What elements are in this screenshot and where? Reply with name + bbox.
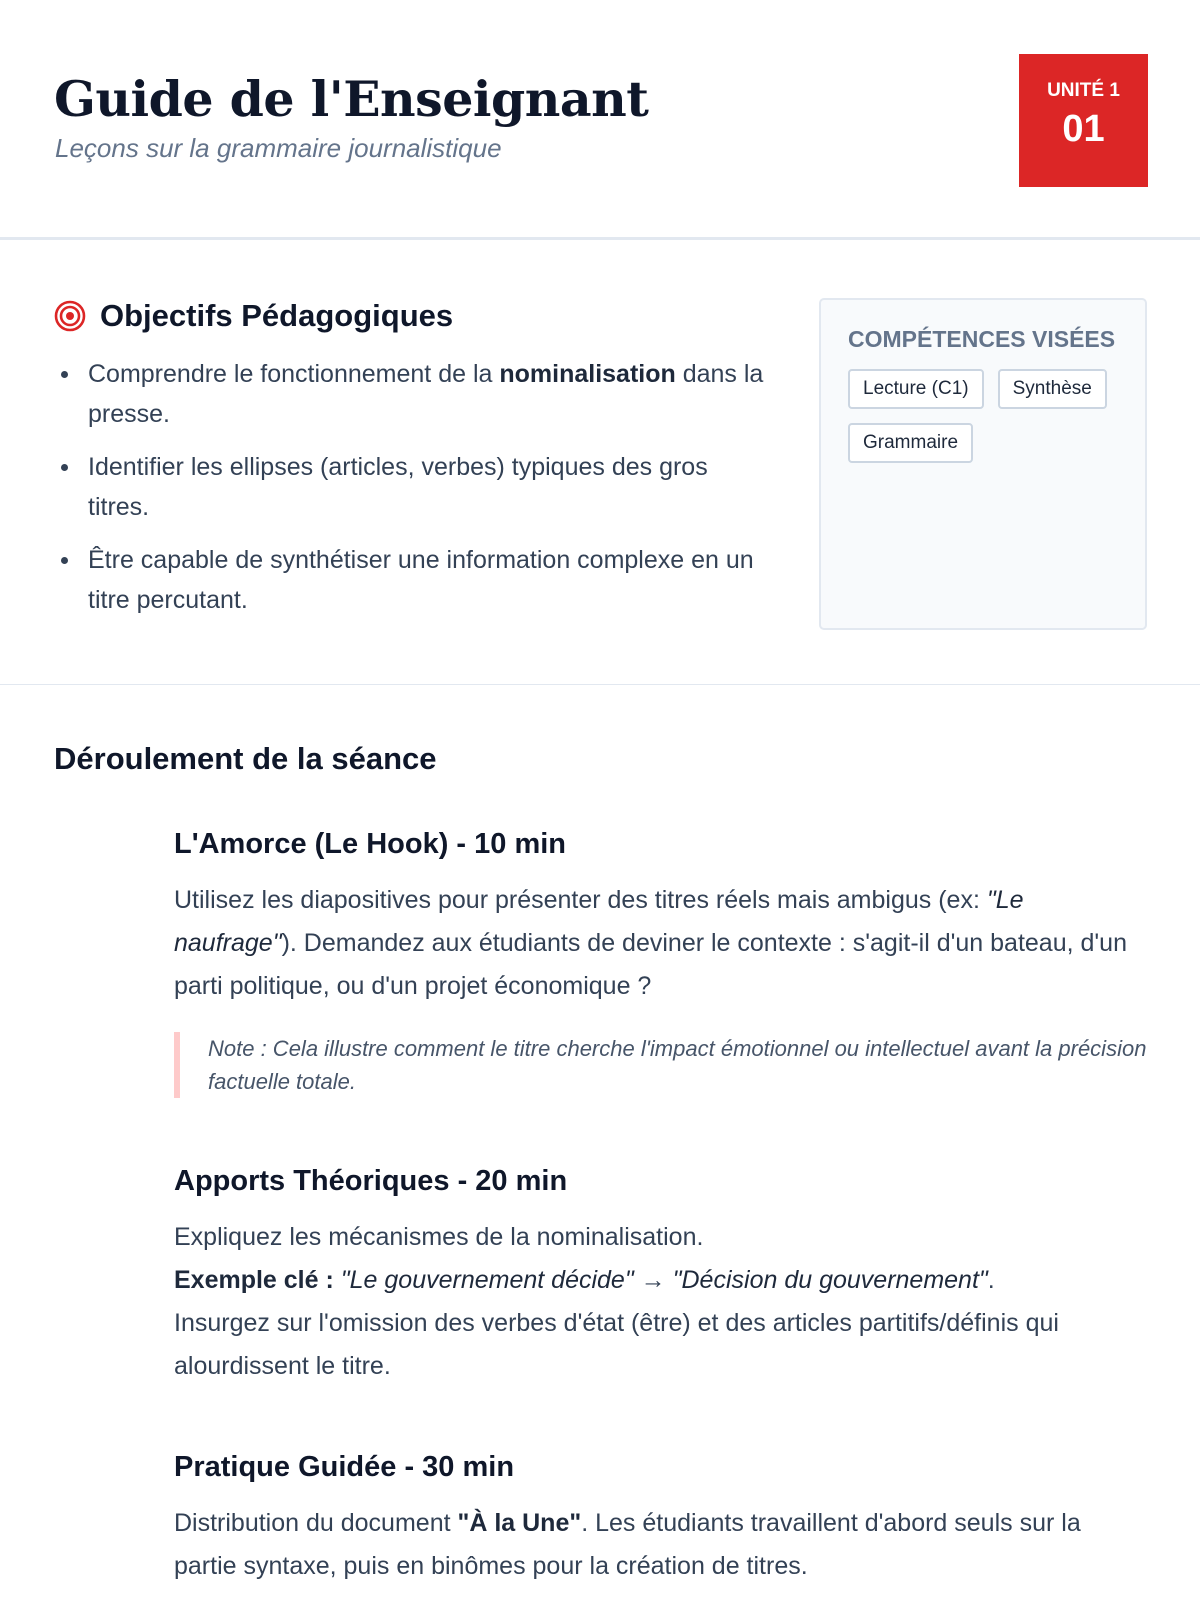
step-example-quote: "Le naufrage"	[174, 886, 1024, 957]
objectives-heading-row	[54, 298, 774, 334]
objective-text-before: Comprendre le fonctionnement de la	[88, 360, 500, 388]
step-title: L'Amorce (Le Hook) - 10 min	[174, 828, 567, 860]
step-text-line: Expliquez les mécanismes de la nominalisation.	[174, 1223, 704, 1251]
step-description	[174, 879, 1149, 1008]
objective-item	[54, 354, 774, 434]
arrow-icon: →	[640, 1266, 666, 1294]
page-header	[0, 0, 1200, 240]
unit-number: 01	[1062, 108, 1105, 150]
step-text-line: Insurgez sur l'omission des verbes d'état (être) et des articles partitifs/définis qui alourdissent le titre.	[174, 1309, 1059, 1380]
objective-item: Être capable de synthétiser une information complexe en un titre percutant.	[54, 540, 774, 620]
objectives-list	[54, 354, 774, 620]
step-text-after: ). Demandez aux étudiants de deviner le contexte : s'agit-il d'un bateau, d'un parti politique, ou d'un projet économique ?	[174, 929, 1127, 1000]
objective-item: Identifier les ellipses (articles, verbes) typiques des gros titres.	[54, 447, 774, 527]
step-description: Expliquez les mécanismes de la nominalisation. Exemple clé : "Le gouvernement décide" → "Décision du gouvernement". Insurgez sur l'omission des verbes d'état (être) et des articles partitifs/définis qui alourdissent le titre.	[174, 1223, 1059, 1380]
unit-label: UNITÉ 1	[1047, 80, 1120, 101]
skill-tag: Grammaire	[848, 423, 973, 463]
step-text-before: Distribution du document	[174, 1509, 458, 1537]
step-pratique-guidee	[174, 1451, 1149, 1588]
step-description	[174, 1502, 1149, 1588]
skill-tag: Lecture (C1)	[848, 369, 984, 409]
step-note: Note : Cela illustre comment le titre cherche l'impact émotionnel ou intellectuel avant la précision factuelle totale.	[174, 1032, 1149, 1098]
objectives-title: Objectifs Pédagogiques	[100, 298, 454, 333]
key-example-label: Exemple clé :	[174, 1266, 334, 1294]
document-name: "À la Une"	[457, 1509, 582, 1537]
skills-panel	[819, 298, 1147, 630]
deroulement-title: Déroulement de la séance	[54, 741, 437, 776]
step-text-before: Utilisez les diapositives pour présenter des titres réels mais ambigus (ex:	[174, 886, 987, 914]
skills-tags	[848, 369, 1138, 477]
example-from: "Le gouvernement décide"	[340, 1266, 634, 1294]
step-text-after: . Les étudiants travaillent d'abord seuls sur la partie syntaxe, puis en binômes pour la création de titres.	[174, 1509, 1081, 1580]
target-icon	[54, 300, 86, 332]
example-to: "Décision du gouvernement"	[672, 1266, 988, 1294]
objective-text-after: dans la presse.	[88, 360, 764, 428]
objectives-section	[54, 298, 774, 633]
section-divider	[0, 684, 1200, 685]
objective-bold-term: nominalisation	[499, 360, 676, 388]
page-subtitle: Leçons sur la grammaire journalistique	[55, 133, 502, 163]
skill-tag: Synthèse	[998, 369, 1107, 409]
step-amorce	[174, 828, 1149, 1098]
unit-badge	[1019, 54, 1148, 187]
step-title: Pratique Guidée - 30 min	[174, 1451, 515, 1483]
skills-title: COMPÉTENCES VISÉES	[848, 326, 1116, 352]
step-apports-theoriques	[174, 1165, 1149, 1388]
step-title: Apports Théoriques - 20 min	[174, 1165, 568, 1197]
page-title: Guide de l'Enseignant	[54, 70, 649, 128]
